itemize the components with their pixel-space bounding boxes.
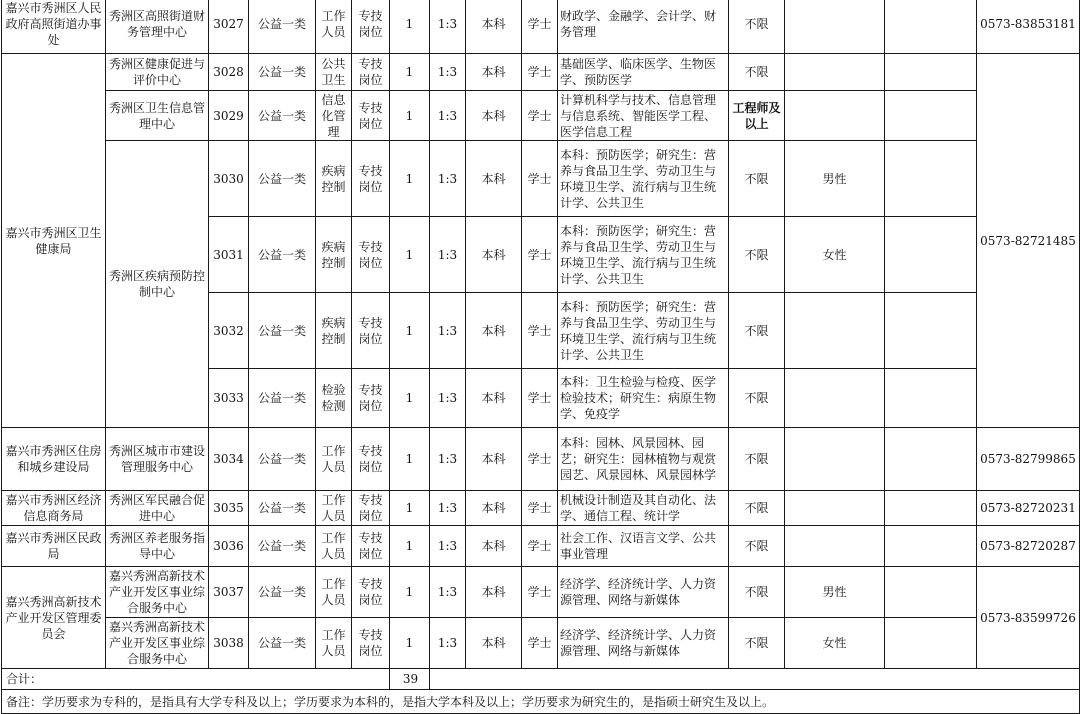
note-text: 备注：学历要求为专科的，是指具有大学专科及以上；学历要求为本科的，是指大学本科及以上；学历要求为研究生的，是指硕士研究生及以上。 (2, 690, 1080, 714)
education-cell: 本科 (466, 217, 522, 293)
code-cell: 3027 (209, 0, 249, 54)
title-cell: 不限 (729, 428, 785, 491)
other-cell (785, 91, 885, 141)
education-cell: 本科 (466, 54, 522, 91)
education-cell: 本科 (466, 91, 522, 141)
code-cell: 3028 (209, 54, 249, 91)
count-cell: 1 (390, 0, 430, 54)
total-row (2, 669, 1080, 690)
type-cell: 公益一类 (249, 491, 316, 526)
post-cell: 工作人员 (316, 491, 352, 526)
unit-cell: 秀洲区疾病预防控制中心 (106, 141, 209, 428)
title-cell: 不限 (729, 491, 785, 526)
count-cell: 1 (390, 293, 430, 369)
phone-cell: 0573-83853181 (977, 0, 1080, 54)
major-cell: 本科：预防医学；研究生：营养与食品卫生学、劳动卫生与环境卫生学、流行病与卫生统计学、公共卫生 (558, 141, 729, 217)
degree-cell: 学士 (522, 141, 558, 217)
major-cell: 本科：园林、风景园林、园艺；研究生：园林植物与观赏园艺、风景园林、风景园林学 (558, 428, 729, 491)
count-cell: 1 (390, 141, 430, 217)
type-cell: 公益一类 (249, 369, 316, 428)
category-cell: 专技岗位 (352, 141, 390, 217)
table-row (2, 491, 1080, 526)
phone-cell: 0573-82799865 (977, 428, 1080, 491)
blank-cell (885, 293, 977, 369)
ratio-cell: 1:3 (430, 567, 466, 618)
table-row (2, 618, 1080, 669)
code-cell: 3032 (209, 293, 249, 369)
post-cell: 信息化管理 (316, 91, 352, 141)
education-cell: 本科 (466, 293, 522, 369)
table-row (2, 526, 1080, 567)
other-cell: 女性 (785, 217, 885, 293)
title-cell: 不限 (729, 369, 785, 428)
category-cell: 专技岗位 (352, 428, 390, 491)
ratio-cell: 1:3 (430, 54, 466, 91)
type-cell: 公益一类 (249, 54, 316, 91)
blank-cell (885, 526, 977, 567)
count-cell: 1 (390, 91, 430, 141)
unit-cell: 嘉兴秀洲高新技术产业开发区事业综合服务中心 (106, 567, 209, 618)
category-cell: 专技岗位 (352, 0, 390, 54)
degree-cell: 学士 (522, 217, 558, 293)
title-cell: 不限 (729, 54, 785, 91)
major-cell: 经济学、经济统计学、人力资源管理、网络与新媒体 (558, 567, 729, 618)
code-cell: 3037 (209, 567, 249, 618)
table-row (2, 54, 1080, 91)
table-row (2, 428, 1080, 491)
count-cell: 1 (390, 217, 430, 293)
code-cell: 3029 (209, 91, 249, 141)
code-cell: 3031 (209, 217, 249, 293)
blank-cell (885, 491, 977, 526)
unit-cell: 秀洲区健康促进与评价中心 (106, 54, 209, 91)
phone-cell: 0573-82721485 (977, 54, 1080, 428)
unit-cell: 秀洲区高照街道财务管理中心 (106, 0, 209, 54)
category-cell: 专技岗位 (352, 526, 390, 567)
table-row (2, 0, 1080, 54)
post-cell: 疾病控制 (316, 141, 352, 217)
table-row (2, 91, 1080, 141)
blank-cell (885, 217, 977, 293)
blank-cell (885, 91, 977, 141)
education-cell: 本科 (466, 491, 522, 526)
table-row (2, 567, 1080, 618)
title-cell: 不限 (729, 618, 785, 669)
code-cell: 3033 (209, 369, 249, 428)
post-cell: 疾病控制 (316, 293, 352, 369)
count-cell: 1 (390, 54, 430, 91)
post-cell: 工作人员 (316, 526, 352, 567)
degree-cell: 学士 (522, 428, 558, 491)
category-cell: 专技岗位 (352, 54, 390, 91)
dept-cell: 嘉兴秀洲高新技术产业开发区管理委员会 (2, 567, 106, 669)
title-cell: 不限 (729, 141, 785, 217)
other-cell: 女性 (785, 618, 885, 669)
type-cell: 公益一类 (249, 526, 316, 567)
phone-cell: 0573-82720231 (977, 491, 1080, 526)
unit-cell: 秀洲区卫生信息管理中心 (106, 91, 209, 141)
blank-cell (885, 428, 977, 491)
ratio-cell: 1:3 (430, 369, 466, 428)
type-cell: 公益一类 (249, 0, 316, 54)
table-row (2, 141, 1080, 217)
education-cell: 本科 (466, 428, 522, 491)
total-value: 39 (390, 669, 430, 690)
unit-cell: 秀洲区城市市建设管理服务中心 (106, 428, 209, 491)
ratio-cell: 1:3 (430, 526, 466, 567)
other-cell (785, 491, 885, 526)
type-cell: 公益一类 (249, 428, 316, 491)
ratio-cell: 1:3 (430, 91, 466, 141)
title-cell: 工程师及以上 (729, 91, 785, 141)
major-cell: 本科：卫生检验与检疫、医学检验技术；研究生：病原生物学、免疫学 (558, 369, 729, 428)
post-cell: 检验检测 (316, 369, 352, 428)
unit-cell: 秀洲区养老服务指导中心 (106, 526, 209, 567)
title-cell: 不限 (729, 293, 785, 369)
category-cell: 专技岗位 (352, 369, 390, 428)
ratio-cell: 1:3 (430, 293, 466, 369)
ratio-cell: 1:3 (430, 428, 466, 491)
phone-cell: 0573-83599726 (977, 567, 1080, 669)
code-cell: 3038 (209, 618, 249, 669)
post-cell: 公共卫生 (316, 54, 352, 91)
category-cell: 专技岗位 (352, 91, 390, 141)
count-cell: 1 (390, 491, 430, 526)
post-cell: 工作人员 (316, 428, 352, 491)
category-cell: 专技岗位 (352, 293, 390, 369)
other-cell: 男性 (785, 141, 885, 217)
type-cell: 公益一类 (249, 293, 316, 369)
post-cell: 疾病控制 (316, 217, 352, 293)
other-cell (785, 428, 885, 491)
dept-cell: 嘉兴市秀洲区住房和城乡建设局 (2, 428, 106, 491)
major-cell: 基础医学、临床医学、生物医学、预防医学 (558, 54, 729, 91)
degree-cell: 学士 (522, 491, 558, 526)
count-cell: 1 (390, 369, 430, 428)
note-row (2, 690, 1080, 714)
other-cell (785, 526, 885, 567)
degree-cell: 学士 (522, 369, 558, 428)
blank-cell (885, 567, 977, 618)
title-cell: 不限 (729, 0, 785, 54)
education-cell: 本科 (466, 618, 522, 669)
degree-cell: 学士 (522, 0, 558, 54)
title-cell: 不限 (729, 567, 785, 618)
count-cell: 1 (390, 618, 430, 669)
ratio-cell: 1:3 (430, 491, 466, 526)
ratio-cell: 1:3 (430, 141, 466, 217)
other-cell (785, 0, 885, 54)
degree-cell: 学士 (522, 618, 558, 669)
count-cell: 1 (390, 428, 430, 491)
title-cell: 不限 (729, 526, 785, 567)
major-cell: 本科：预防医学；研究生：营养与食品卫生学、劳动卫生与环境卫生学、流行病与卫生统计学、公共卫生 (558, 293, 729, 369)
category-cell: 专技岗位 (352, 567, 390, 618)
blank-cell (885, 54, 977, 91)
degree-cell: 学士 (522, 567, 558, 618)
other-cell (785, 293, 885, 369)
title-cell: 不限 (729, 217, 785, 293)
post-cell: 工作人员 (316, 0, 352, 54)
code-cell: 3035 (209, 491, 249, 526)
education-cell: 本科 (466, 0, 522, 54)
phone-cell: 0573-82720287 (977, 526, 1080, 567)
degree-cell: 学士 (522, 293, 558, 369)
unit-cell: 秀洲区军民融合促进中心 (106, 491, 209, 526)
type-cell: 公益一类 (249, 141, 316, 217)
major-cell: 机械设计制造及其自动化、法学、通信工程、统计学 (558, 491, 729, 526)
other-cell: 男性 (785, 567, 885, 618)
major-cell: 财政学、金融学、会计学、财务管理 (558, 0, 729, 54)
other-cell (785, 54, 885, 91)
degree-cell: 学士 (522, 91, 558, 141)
type-cell: 公益一类 (249, 618, 316, 669)
code-cell: 3030 (209, 141, 249, 217)
dept-cell: 嘉兴市秀洲区民政局 (2, 526, 106, 567)
other-cell (785, 369, 885, 428)
category-cell: 专技岗位 (352, 491, 390, 526)
code-cell: 3036 (209, 526, 249, 567)
blank-cell (885, 141, 977, 217)
major-cell: 计算机科学与技术、信息管理与信息系统、智能医学工程、医学信息工程 (558, 91, 729, 141)
dept-cell: 嘉兴市秀洲区经济信息商务局 (2, 491, 106, 526)
unit-cell: 嘉兴秀洲高新技术产业开发区事业综合服务中心 (106, 618, 209, 669)
count-cell: 1 (390, 526, 430, 567)
category-cell: 专技岗位 (352, 217, 390, 293)
ratio-cell: 1:3 (430, 618, 466, 669)
degree-cell: 学士 (522, 54, 558, 91)
major-cell: 社会工作、汉语言文学、公共事业管理 (558, 526, 729, 567)
category-cell: 专技岗位 (352, 618, 390, 669)
dept-cell: 嘉兴市秀洲区人民政府高照街道办事处 (2, 0, 106, 54)
total-label: 合计： (2, 669, 390, 690)
blank-cell (885, 369, 977, 428)
post-cell: 工作人员 (316, 567, 352, 618)
code-cell: 3034 (209, 428, 249, 491)
education-cell: 本科 (466, 526, 522, 567)
ratio-cell: 1:3 (430, 0, 466, 54)
dept-cell: 嘉兴市秀洲区卫生健康局 (2, 54, 106, 428)
count-cell: 1 (390, 567, 430, 618)
degree-cell: 学士 (522, 526, 558, 567)
blank-cell (885, 0, 977, 54)
major-cell: 本科：预防医学；研究生：营养与食品卫生学、劳动卫生与环境卫生学、流行病与卫生统计学、公共卫生 (558, 217, 729, 293)
ratio-cell: 1:3 (430, 217, 466, 293)
blank-cell (885, 618, 977, 669)
type-cell: 公益一类 (249, 217, 316, 293)
education-cell: 本科 (466, 141, 522, 217)
major-cell: 经济学、经济统计学、人力资源管理、网络与新媒体 (558, 618, 729, 669)
total-blank (430, 669, 1080, 690)
recruitment-table (1, 0, 1080, 714)
education-cell: 本科 (466, 567, 522, 618)
post-cell: 工作人员 (316, 618, 352, 669)
type-cell: 公益一类 (249, 567, 316, 618)
type-cell: 公益一类 (249, 91, 316, 141)
education-cell: 本科 (466, 369, 522, 428)
